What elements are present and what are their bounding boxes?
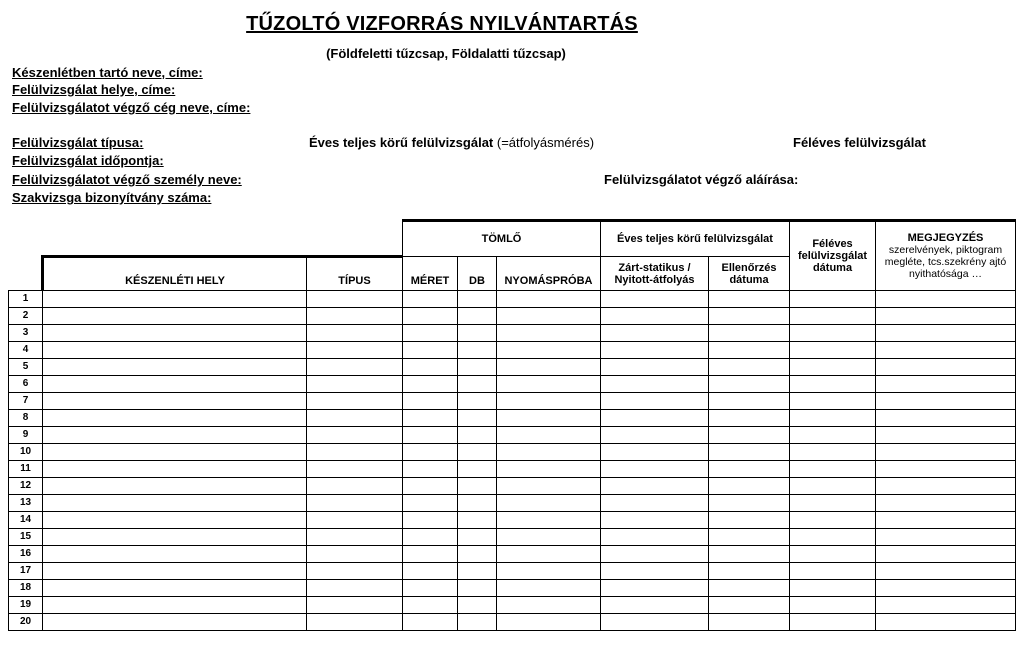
- cell-semiannual-date[interactable]: [790, 410, 876, 427]
- cell-pressure-test[interactable]: [497, 410, 601, 427]
- cell-pressure-test[interactable]: [497, 308, 601, 325]
- cell-check-date[interactable]: [709, 563, 790, 580]
- cell-check-date[interactable]: [709, 495, 790, 512]
- table-body: [9, 291, 1016, 631]
- cell-closed-open[interactable]: [601, 597, 709, 614]
- cell-db[interactable]: [458, 512, 497, 529]
- cell-location[interactable]: [43, 495, 307, 512]
- cell-type[interactable]: [307, 580, 403, 597]
- cell-closed-open[interactable]: [601, 291, 709, 308]
- row-number: 9: [9, 427, 43, 444]
- header-location: KÉSZENLÉTI HELY: [43, 257, 307, 291]
- cell-type[interactable]: [307, 410, 403, 427]
- cell-type[interactable]: [307, 478, 403, 495]
- table-row: [9, 376, 1016, 393]
- row-number: 18: [9, 580, 43, 597]
- cell-closed-open[interactable]: [601, 342, 709, 359]
- header-type: TÍPUS: [307, 257, 403, 291]
- cell-check-date[interactable]: [709, 427, 790, 444]
- row-number: 11: [9, 461, 43, 478]
- cell-db[interactable]: [458, 427, 497, 444]
- cell-notes[interactable]: [876, 580, 1016, 597]
- row-number: 14: [9, 512, 43, 529]
- cell-location[interactable]: [43, 308, 307, 325]
- row-number: 7: [9, 393, 43, 410]
- table-row: [9, 308, 1016, 325]
- row-number: 6: [9, 376, 43, 393]
- cell-location[interactable]: [43, 461, 307, 478]
- cell-semiannual-date[interactable]: [790, 461, 876, 478]
- cell-check-date[interactable]: [709, 512, 790, 529]
- cell-pressure-test[interactable]: [497, 342, 601, 359]
- cell-location[interactable]: [43, 427, 307, 444]
- cell-semiannual-date[interactable]: [790, 427, 876, 444]
- cell-notes[interactable]: [876, 461, 1016, 478]
- cell-closed-open[interactable]: [601, 495, 709, 512]
- cell-semiannual-date[interactable]: [790, 597, 876, 614]
- annual-option-label: Éves teljes körű felülvizsgálat: [309, 135, 494, 150]
- cell-semiannual-date[interactable]: [790, 308, 876, 325]
- row-number: 17: [9, 563, 43, 580]
- cell-notes[interactable]: [876, 563, 1016, 580]
- cell-pressure-test[interactable]: [497, 512, 601, 529]
- table-row: [9, 461, 1016, 478]
- cell-closed-open[interactable]: [601, 614, 709, 631]
- cell-check-date[interactable]: [709, 410, 790, 427]
- signature-label: Felülvizsgálatot végző aláírása:: [604, 172, 799, 187]
- cell-closed-open[interactable]: [601, 393, 709, 410]
- cell-db[interactable]: [458, 495, 497, 512]
- cell-size[interactable]: [403, 393, 458, 410]
- cell-db[interactable]: [458, 359, 497, 376]
- cell-location[interactable]: [43, 393, 307, 410]
- cell-notes[interactable]: [876, 444, 1016, 461]
- cell-db[interactable]: [458, 461, 497, 478]
- cell-type[interactable]: [307, 342, 403, 359]
- table-row: [9, 614, 1016, 631]
- cell-closed-open[interactable]: [601, 461, 709, 478]
- cell-db[interactable]: [458, 478, 497, 495]
- table-row: [9, 410, 1016, 427]
- cell-location[interactable]: [43, 444, 307, 461]
- cell-notes[interactable]: [876, 427, 1016, 444]
- table-row: [9, 325, 1016, 342]
- inspection-date-label: Felülvizsgálat időpontja:: [12, 153, 164, 168]
- inspector-name-label: Felülvizsgálatot végző személy neve:: [12, 172, 242, 187]
- cell-type[interactable]: [307, 563, 403, 580]
- table-row: [9, 291, 1016, 308]
- cell-check-date[interactable]: [709, 342, 790, 359]
- document-title: TŰZOLTÓ VIZFORRÁS NYILVÁNTARTÁS: [246, 13, 638, 35]
- cell-size[interactable]: [403, 461, 458, 478]
- cell-semiannual-date[interactable]: [790, 512, 876, 529]
- cell-location[interactable]: [43, 291, 307, 308]
- cell-closed-open[interactable]: [601, 427, 709, 444]
- cell-pressure-test[interactable]: [497, 546, 601, 563]
- cell-type[interactable]: [307, 597, 403, 614]
- header-check-date: Ellenőrzés dátuma: [709, 257, 790, 291]
- header-hose-group: TÖMLŐ: [403, 221, 601, 257]
- cell-pressure-test[interactable]: [497, 597, 601, 614]
- cell-location[interactable]: [43, 563, 307, 580]
- cell-location[interactable]: [43, 325, 307, 342]
- cell-check-date[interactable]: [709, 546, 790, 563]
- cell-notes[interactable]: [876, 478, 1016, 495]
- cell-size[interactable]: [403, 308, 458, 325]
- cell-location[interactable]: [43, 342, 307, 359]
- row-number: 2: [9, 308, 43, 325]
- cell-semiannual-date[interactable]: [790, 478, 876, 495]
- cell-notes[interactable]: [876, 546, 1016, 563]
- cell-pressure-test[interactable]: [497, 580, 601, 597]
- company-label: Felülvizsgálatot végző cég neve, címe:: [12, 100, 251, 115]
- semiannual-option: Féléves felülvizsgálat: [793, 135, 926, 150]
- certificate-label: Szakvizsga bizonyítvány száma:: [12, 190, 212, 205]
- cell-check-date[interactable]: [709, 478, 790, 495]
- cell-type[interactable]: [307, 376, 403, 393]
- annual-option-note: (=átfolyásmérés): [496, 135, 595, 150]
- cell-type[interactable]: [307, 359, 403, 376]
- cell-size[interactable]: [403, 614, 458, 631]
- cell-notes[interactable]: [876, 393, 1016, 410]
- cell-size[interactable]: [403, 597, 458, 614]
- cell-notes[interactable]: [876, 529, 1016, 546]
- cell-db[interactable]: [458, 614, 497, 631]
- cell-type[interactable]: [307, 427, 403, 444]
- row-number: 10: [9, 444, 43, 461]
- cell-location[interactable]: [43, 478, 307, 495]
- row-number: 19: [9, 597, 43, 614]
- cell-db[interactable]: [458, 291, 497, 308]
- cell-closed-open[interactable]: [601, 308, 709, 325]
- cell-closed-open[interactable]: [601, 478, 709, 495]
- cell-location[interactable]: [43, 410, 307, 427]
- cell-type[interactable]: [307, 495, 403, 512]
- cell-db[interactable]: [458, 444, 497, 461]
- table-row: [9, 580, 1016, 597]
- header-annual-group: Éves teljes körű felülvizsgálat: [601, 221, 790, 257]
- row-number: 20: [9, 614, 43, 631]
- table-row: [9, 359, 1016, 376]
- row-number: 16: [9, 546, 43, 563]
- cell-check-date[interactable]: [709, 291, 790, 308]
- cell-semiannual-date[interactable]: [790, 529, 876, 546]
- cell-db[interactable]: [458, 563, 497, 580]
- cell-pressure-test[interactable]: [497, 325, 601, 342]
- cell-semiannual-date[interactable]: [790, 376, 876, 393]
- cell-closed-open[interactable]: [601, 546, 709, 563]
- cell-closed-open[interactable]: [601, 410, 709, 427]
- cell-location[interactable]: [43, 580, 307, 597]
- cell-semiannual-date[interactable]: [790, 291, 876, 308]
- cell-pressure-test[interactable]: [497, 614, 601, 631]
- header-notes: MEGJEGYZÉS szerelvények, piktogram megléte, tcs.szekrény ajtó nyithatósága …: [876, 221, 1016, 291]
- table-row: [9, 427, 1016, 444]
- cell-db[interactable]: [458, 580, 497, 597]
- cell-type[interactable]: [307, 529, 403, 546]
- header-pressure-test: NYOMÁSPRÓBA: [497, 257, 601, 291]
- inspection-type-label: Felülvizsgálat típusa:: [12, 135, 144, 150]
- cell-pressure-test[interactable]: [497, 427, 601, 444]
- cell-check-date[interactable]: [709, 325, 790, 342]
- cell-type[interactable]: [307, 546, 403, 563]
- header-db: DB: [458, 257, 497, 291]
- table-row: [9, 393, 1016, 410]
- table-row: [9, 546, 1016, 563]
- cell-location[interactable]: [43, 529, 307, 546]
- cell-check-date[interactable]: [709, 614, 790, 631]
- cell-closed-open[interactable]: [601, 563, 709, 580]
- cell-pressure-test[interactable]: [497, 359, 601, 376]
- cell-size[interactable]: [403, 410, 458, 427]
- cell-db[interactable]: [458, 393, 497, 410]
- cell-type[interactable]: [307, 393, 403, 410]
- cell-size[interactable]: [403, 512, 458, 529]
- cell-notes[interactable]: [876, 512, 1016, 529]
- cell-check-date[interactable]: [709, 580, 790, 597]
- cell-closed-open[interactable]: [601, 580, 709, 597]
- cell-semiannual-date[interactable]: [790, 546, 876, 563]
- cell-check-date[interactable]: [709, 461, 790, 478]
- cell-size[interactable]: [403, 342, 458, 359]
- cell-pressure-test[interactable]: [497, 563, 601, 580]
- cell-closed-open[interactable]: [601, 376, 709, 393]
- row-number: 4: [9, 342, 43, 359]
- header-semiannual-date: Féléves felülvizsgálat dátuma: [790, 221, 876, 291]
- cell-notes[interactable]: [876, 325, 1016, 342]
- cell-location[interactable]: [43, 597, 307, 614]
- cell-size[interactable]: [403, 427, 458, 444]
- cell-check-date[interactable]: [709, 376, 790, 393]
- cell-pressure-test[interactable]: [497, 529, 601, 546]
- cell-db[interactable]: [458, 376, 497, 393]
- cell-check-date[interactable]: [709, 393, 790, 410]
- cell-type[interactable]: [307, 444, 403, 461]
- cell-notes[interactable]: [876, 376, 1016, 393]
- cell-notes[interactable]: [876, 410, 1016, 427]
- cell-size[interactable]: [403, 444, 458, 461]
- cell-check-date[interactable]: [709, 597, 790, 614]
- cell-check-date[interactable]: [709, 444, 790, 461]
- cell-size[interactable]: [403, 563, 458, 580]
- location-label: Felülvizsgálat helye, címe:: [12, 82, 176, 97]
- cell-size[interactable]: [403, 478, 458, 495]
- cell-closed-open[interactable]: [601, 529, 709, 546]
- cell-semiannual-date[interactable]: [790, 614, 876, 631]
- cell-type[interactable]: [307, 308, 403, 325]
- cell-type[interactable]: [307, 325, 403, 342]
- cell-notes[interactable]: [876, 308, 1016, 325]
- cell-semiannual-date[interactable]: [790, 325, 876, 342]
- cell-location[interactable]: [43, 512, 307, 529]
- cell-semiannual-date[interactable]: [790, 580, 876, 597]
- cell-pressure-test[interactable]: [497, 291, 601, 308]
- cell-semiannual-date[interactable]: [790, 495, 876, 512]
- hydrant-register-table: [8, 219, 1016, 631]
- cell-pressure-test[interactable]: [497, 495, 601, 512]
- cell-location[interactable]: [43, 614, 307, 631]
- table-row: [9, 563, 1016, 580]
- cell-size[interactable]: [403, 495, 458, 512]
- table-row: [9, 495, 1016, 512]
- cell-type[interactable]: [307, 614, 403, 631]
- cell-db[interactable]: [458, 597, 497, 614]
- cell-type[interactable]: [307, 461, 403, 478]
- cell-check-date[interactable]: [709, 529, 790, 546]
- cell-semiannual-date[interactable]: [790, 444, 876, 461]
- cell-notes[interactable]: [876, 614, 1016, 631]
- cell-pressure-test[interactable]: [497, 478, 601, 495]
- cell-pressure-test[interactable]: [497, 376, 601, 393]
- row-number: 5: [9, 359, 43, 376]
- cell-semiannual-date[interactable]: [790, 342, 876, 359]
- cell-closed-open[interactable]: [601, 512, 709, 529]
- table-row: [9, 444, 1016, 461]
- header-size: MÉRET: [403, 257, 458, 291]
- table-row: [9, 529, 1016, 546]
- cell-semiannual-date[interactable]: [790, 393, 876, 410]
- cell-size[interactable]: [403, 376, 458, 393]
- cell-db[interactable]: [458, 546, 497, 563]
- row-number: 12: [9, 478, 43, 495]
- row-number: 3: [9, 325, 43, 342]
- cell-type[interactable]: [307, 512, 403, 529]
- cell-db[interactable]: [458, 342, 497, 359]
- row-number: 13: [9, 495, 43, 512]
- cell-notes[interactable]: [876, 359, 1016, 376]
- cell-size[interactable]: [403, 291, 458, 308]
- row-number: 1: [9, 291, 43, 308]
- row-number: 8: [9, 410, 43, 427]
- cell-size[interactable]: [403, 359, 458, 376]
- cell-pressure-test[interactable]: [497, 393, 601, 410]
- cell-location[interactable]: [43, 376, 307, 393]
- row-number: 15: [9, 529, 43, 546]
- cell-notes[interactable]: [876, 342, 1016, 359]
- cell-check-date[interactable]: [709, 308, 790, 325]
- cell-closed-open[interactable]: [601, 444, 709, 461]
- cell-db[interactable]: [458, 410, 497, 427]
- annual-option: [309, 135, 594, 150]
- cell-location[interactable]: [43, 359, 307, 376]
- table-row: [9, 478, 1016, 495]
- cell-size[interactable]: [403, 529, 458, 546]
- table-row: [9, 597, 1016, 614]
- cell-pressure-test[interactable]: [497, 461, 601, 478]
- cell-notes[interactable]: [876, 495, 1016, 512]
- cell-closed-open[interactable]: [601, 359, 709, 376]
- owner-label: Készenlétben tartó neve, címe:: [12, 65, 203, 80]
- cell-closed-open[interactable]: [601, 325, 709, 342]
- cell-db[interactable]: [458, 325, 497, 342]
- cell-type[interactable]: [307, 291, 403, 308]
- document-subtitle: (Földfeletti tűzcsap, Földalatti tűzcsap): [326, 46, 566, 61]
- table-row: [9, 342, 1016, 359]
- cell-db[interactable]: [458, 308, 497, 325]
- cell-size[interactable]: [403, 325, 458, 342]
- cell-pressure-test[interactable]: [497, 444, 601, 461]
- header-closed-open: Zárt-statikus / Nyitott-átfolyás: [601, 257, 709, 291]
- cell-semiannual-date[interactable]: [790, 359, 876, 376]
- cell-db[interactable]: [458, 529, 497, 546]
- cell-notes[interactable]: [876, 597, 1016, 614]
- cell-semiannual-date[interactable]: [790, 563, 876, 580]
- cell-location[interactable]: [43, 546, 307, 563]
- cell-size[interactable]: [403, 580, 458, 597]
- table-row: [9, 512, 1016, 529]
- cell-notes[interactable]: [876, 291, 1016, 308]
- cell-size[interactable]: [403, 546, 458, 563]
- cell-check-date[interactable]: [709, 359, 790, 376]
